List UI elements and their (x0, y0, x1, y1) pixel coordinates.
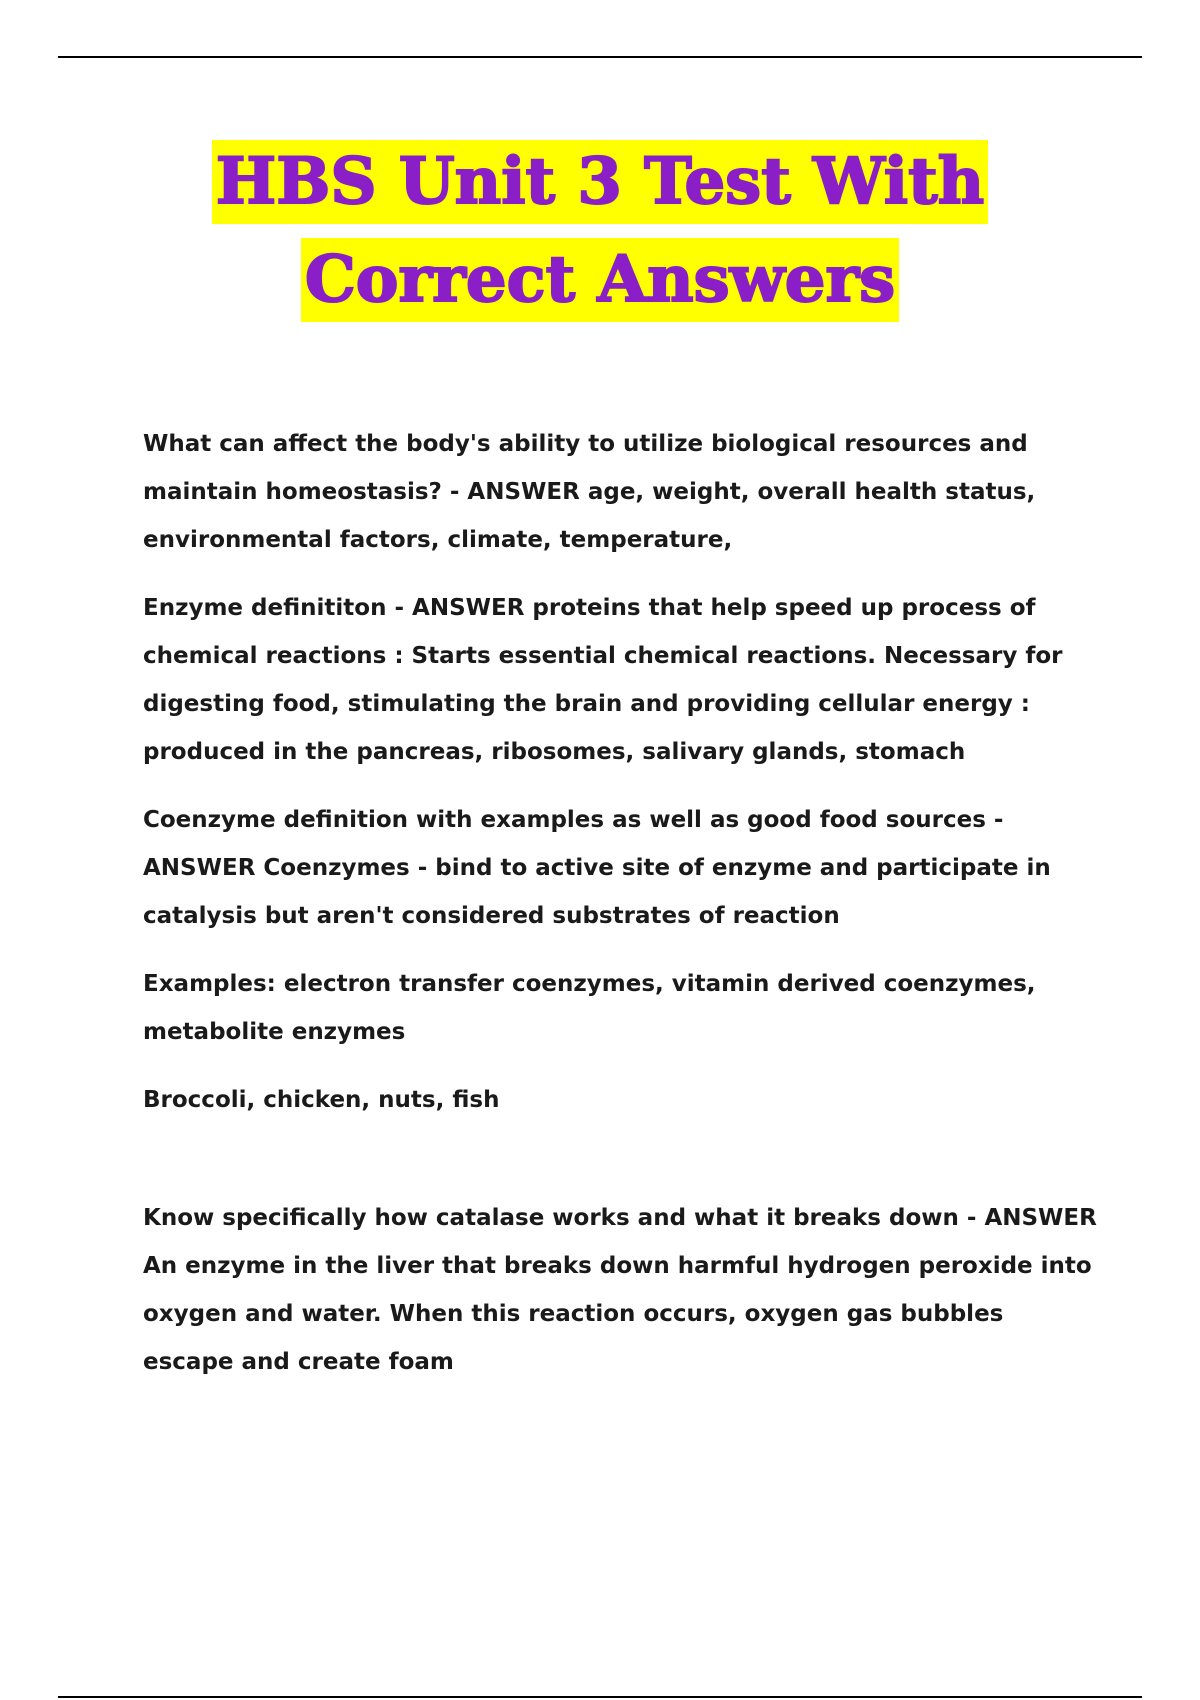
title-line-2: Correct Answers (301, 238, 899, 322)
qa-paragraph-homeostasis: What can affect the body's ability to utilize biological resources and maintain homeostasis? - ANSWER age, weight, overall health status, environmental factors, climate, temperature, (143, 431, 1036, 553)
food-sources: Broccoli, chicken, nuts, fish (143, 1087, 500, 1113)
coenzyme-examples: Examples: electron transfer coenzymes, vitamin derived coenzymes, metabolite enzymes (143, 971, 1036, 1045)
qa-paragraph-coenzyme: Coenzyme definition with examples as well as good food sources - ANSWER Coenzymes - bind to active site of enzyme and participate in catalysis but aren't considered substrates of reaction (143, 807, 1051, 929)
qa-paragraph-enzyme: Enzyme definititon - ANSWER proteins that help speed up process of chemical reactions : Starts essential chemical reactions. Necessary for digesting food, stimulating the brain and providing cellular energy : produced in the pancreas, ribosomes, salivary glands, stomach (143, 595, 1063, 765)
qa-paragraph-catalase: Know specifically how catalase works and what it breaks down - ANSWER An enzyme in the liver that breaks down harmful hydrogen peroxide into oxygen and water. When this reaction occurs, oxygen gas bubbles escape and create foam (143, 1205, 1097, 1375)
title-line-1: HBS Unit 3 Test With (212, 140, 988, 224)
document-body (143, 420, 1098, 1406)
top-rule (58, 56, 1142, 58)
document-title (0, 140, 1200, 322)
bottom-rule (58, 1696, 1142, 1698)
